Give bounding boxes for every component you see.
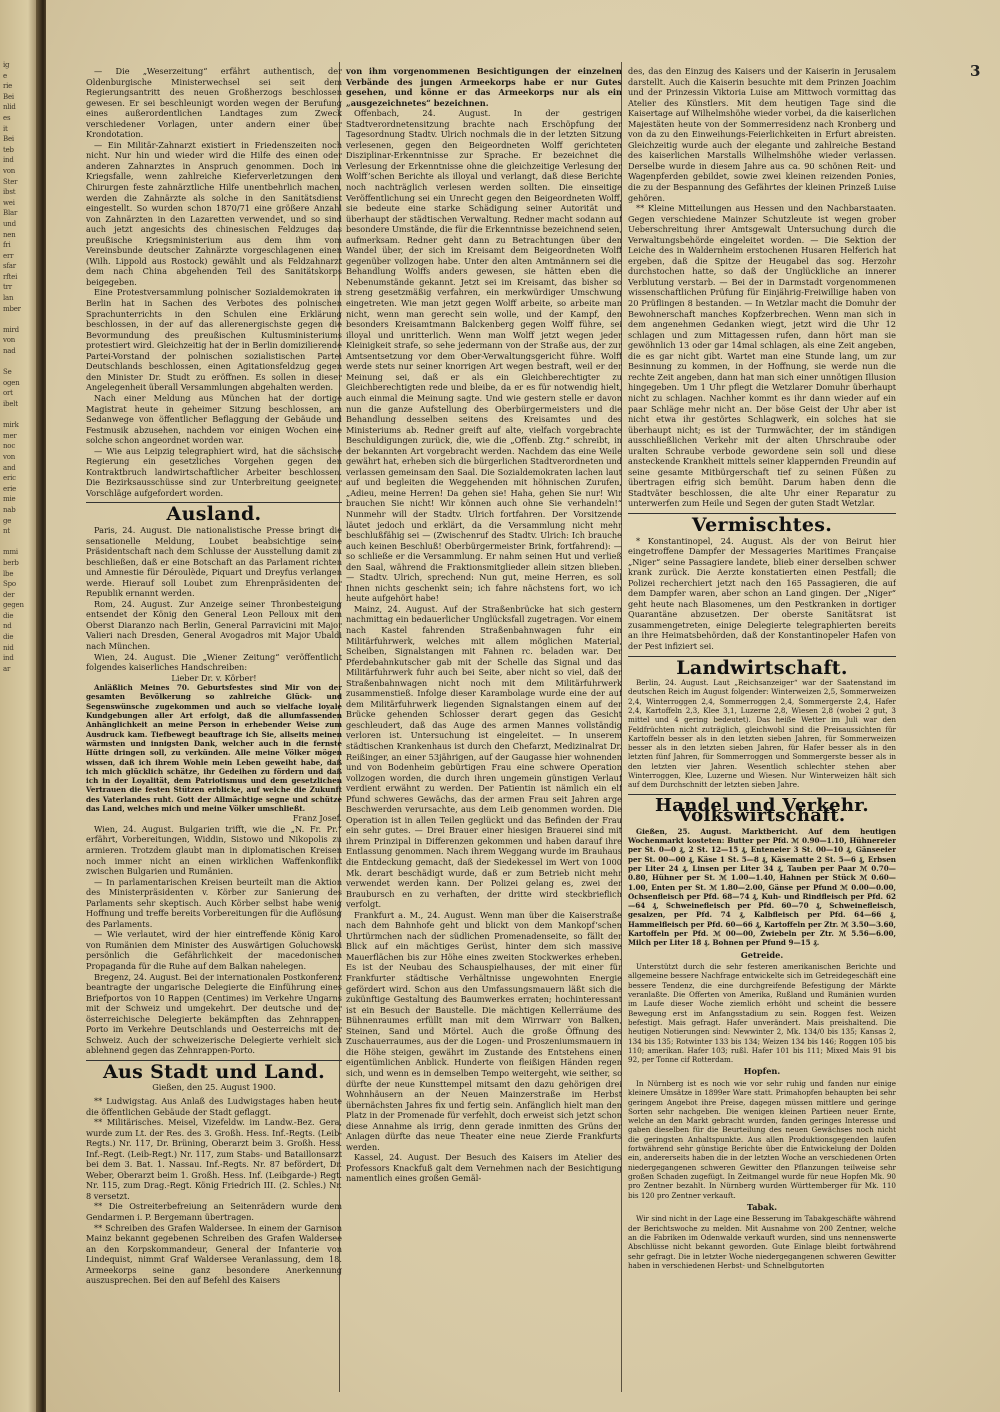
article-saatenstand: Berlin, 24. August. Laut „Reichsanzeiger“ war der Saatenstand im deutschen Reich im August folgender: Winterweizen 2,5, Sommerweizen 2,4, Winterroggen 2,4, Sommerroggen 2,4, Sommergerste 2,4, Hafer 2,4, Kartoffeln 2,3, Klee 3,1, Luzerne 2,8, Wiesen 2,8 (wobei 2 gut, 3 mittel und 4 gering bedeutet). Das heiße Wetter im Juli war den Feldfrüchten nicht zuträglich, gleichwohl sind die Preisaussichten für Kartoffeln besser als in den letzten sieben Jahren, für Sommerweizen besser als in den letzten sieben Jahren, für Hafer besser als in den letzten fünf Jahren, für Sommerroggen und Sommergerste besser als in den letzten vier Jahren. Wesentlich schlechter stehen aber Winterroggen, Klee, Luzerne und Wiesen. Nur Winterweizen hält sich auf dem Durchschnitt der letzten sieben Jahre. <box>628 678 896 790</box>
article-waldersee: ** Schreiben des Grafen Waldersee. In einem der Garnison Mainz bekannt gegebenen Schreiben des Grafen Waldersee an den Korpskommandeur, General der Infanterie von Lindequist, nimmt Graf Waldersee Veranlassung, dem 18. Armeekorps seine ganz besondere Anerkennung auszusprechen. Bei den auf Befehl des Kaisers <box>86 1222 342 1286</box>
letter-salutation: Lieber Dr. v. Körber! <box>171 672 257 683</box>
article-wien-handschreiben: Wien, 24. August. Die „Wiener Zeitung“ veröffentlicht folgendes kaiserliches Handschreiben: <box>86 651 342 673</box>
article-offenbach: Offenbach, 24. August. In der gestrigen Stadtverordnetensitzung brachte nach Erschöpfung der Tagesordnung Stadtv. Ulrich nochmals die in der letzten Sitzung verlesenen, gegen den Beigeordneten Wolff gerichteten Disziplinar-Erkenntnisse zur Sprache. Er bezeichnet die Verlesung der Erkenntnisse ohne die gleichzeitige Verlesung der Wolff’schen Berichte als illoyal und verlangt, daß diese Berichte noch nachträglich verlesen werden sollten. Die einseitige Veröffentlichung sei ein Unrecht gegen den Beigeordneten Wolff, sie bedeute eine starke Schädigung seiner Autorität und überhaupt der städtischen Verwaltung. Redner macht sodann auf besondere Umstände, die für die Erkenntnisse bezeichnend seien, aufmerksam. Redner geht dann zu Betrachtungen über den Wandel über, der sich im Kreisamt dem Beigeordneten Wolff gegenüber vollzogen habe. Unter den alten Amtmännern sei die Behandlung Wolffs anders gewesen, sie hätten eben die Nebenumstände gekannt. Jetzt sei im Kreisamt, das bisher so streng gesetzmäßig verfahren, ein merkwürdiger Umschwung eingetreten. Wie man jetzt gegen Wolff arbeite, so arbeite man nicht, wenn man gerecht sein wolle, und der Kampf, den besonders Kreisamtmann Balckenberg gegen Wolff führe, sei illoyal und unritterlich. Wenn man Wolff jetzt wegen jeder Kleinigkeit strafe, so sehe jedermann von der Straße aus, der zur Amtsentsetzung vor dem Ober-Verwaltungsgericht führe. Wolff werde stets nur seiner knorrigen Art wegen bestraft, weil er der Meinung sei, daß er als ein Gleichberechtigter zu Gleichberechtigten rede und bleibe, da er es für notwendig hielt, auch einmal die Meinung sagte. Und wie gestern stelle er davon nun die ganze Aufstellung des Oberbürgermeisters und die Behandlung desselben seitens des Kreisamtes und des Ministeriums ab. Redner greift auf alte, vielfach vorgebrachte Beschuldigungen zurück, die, wie die „Offenb. Ztg.“ schreibt, in der bekannten Art vorgebracht werden. Nachdem das eine Weile gewährt hat, erheben sich die bürgerlichen Stadtverordneten und verlassen gemeinsam den Saal. Die Sozialdemokraten lachen laut auf und begleiten die Weggehenden mit höhnischen Zurufen, „Adieu, meine Herren! Da gehen sie! Haha, gehen Sie nur! Wir brauchen Sie nicht! Wir können auch ohne Sie verhandeln!“ Nunmehr will der Stadtv. Ulrich fortfahren. Der Vorsitzende läutet jedoch und erklärt, da die Versammlung nicht mehr beschlußfähig sei — (Zwischenruf des Stadtv. Ulrich: Ich brauche auch keinen Beschluß! Oberbürgermeister Brink, fortfahrend): — so schließe er die Versammlung. Er nahm seinen Hut und verließ den Saal, während die Fraktionsmitglieder allein sitzen blieben. — Stadtv. Ulrich, sprechend: Nun gut, meine Herren, es soll Ihnen nichts geschenkt sein; ich fahre nächstens fort, wo ich heute aufgehört habe! <box>346 108 622 604</box>
article-militaerisches: ** Militärisches. Meisel, Vizefeldw. im Landw.-Bez. Gera, wurde zum Lt. der Res. des 3. Großh. Hess. Inf.-Regts. (Leib-Regts.) Nr. 117, Dr. Brüning, Oberarzt beim 3. Großh. Hess. Inf.-Regt. (Leib-Regt.) Nr. 117, zum Stabs- und Bataillonsarzt bei dem 3. Bat. 1. Nassau. Inf.-Regts. Nr. 87 befördert, Dr. Weber, Oberarzt beim 1. Großh. Hess. Inf. (Leibgarde-) Regt. Nr. 115, zum Drag.-Regt. König Friedrich III. (2. Schles.) Nr. 8 versetzt. <box>86 1117 342 1201</box>
subheading-tabak: Tabak. <box>746 1201 778 1212</box>
previous-page-text: ig e rie Bei nlid es it Bei teb ind von Ster ibst wei Blar und nen fri err sfar rftei trr lan mber mird von nad Se ogen ort ibelt mirk mer noc von and eric erie mie nab ge nt mmi berb lbe Spo der gegen die nd die nid ind ar <box>3 61 24 673</box>
previous-page-edge <box>0 0 40 1412</box>
article-ostreiterbefreiung: ** Die Ostreiterbefreiung an Seitenrädern wurde dem Gendarmen i. P. Bergemann übertragen. <box>86 1201 342 1223</box>
section-heading-stadt-und-land: Aus Stadt und Land. <box>103 1060 325 1083</box>
article-wien-bulgarien: Wien, 24. August. Bulgarien trifft, wie die „N. Fr. Pr.“ erfährt, Vorbereitungen, Widdin, Sistowo und Nikopolis zu armieren. Trotzdem glaubt man in diplomatischen Kreisen noch immer nicht an einen wirklichen Waffenkonflikt zwischen Bulgarien und Rumänien. <box>86 823 342 877</box>
subheading-hopfen: Hopfen. <box>743 1066 781 1077</box>
article-waldersee-cont: von ihm vorgenommenen Besichtigungen der einzelnen Verbände des jungen Armeekorps habe er nur Gutes gesehen, und könne er das Armeekorps nur als ein „ausgezeichnetes“ bezeichnen. <box>346 66 622 108</box>
newspaper-page <box>46 0 1000 1412</box>
article-kassel-cont: des, das den Einzug des Kaisers und der Kaiserin in Jerusalem darstellt. Auch die Kaiserin besuchte mit dem Prinzen Joachim und der Prinzessin Viktoria Luise am Mittwoch vormittag das Atelier des Künstlers. Mit dem heutigen Tage sind die Kaisertage auf Wilhelmshöhe wieder vorbei, da die kaiserlichen Majestäten heute von der Sommerresidenz nach Kronberg und von da zu den Einweihungs-Feierlichkeiten in Erfurt abreisten. Gleichzeitig wurde auch der elegante und zahlreiche Bestand des kaiserlichen Marstalls Wilhelmshöhe wieder verlassen. Derselbe wurde in diesem Jahre aus ca. 90 schönen Reit- und Wagenpferden gebildet, sowie zwei kleinen reizenden Ponies, die zu der Bespannung des Gefährtes der kleinen Prinzeß Luise gehören. <box>628 66 896 203</box>
section-heading-landwirtschaft: Landwirtschaft. <box>676 656 848 679</box>
column-3 <box>624 66 896 1386</box>
article-leipzig: — Wie aus Leipzig telegraphiert wird, hat die sächsische Regierung ein gesetzliches Vorgehen gegen den Kontraktbruch landwirtschaftlicher Arbeiter beschlossen. Die Bezirksausschüsse sind zur Unterbreitung geeigneter Vorschläge aufgefordert worden. <box>86 445 342 498</box>
section-heading-handel: Handel und Verkehr. Volkswirtschaft. <box>655 794 869 827</box>
article-parlament: — In parlamentarischen Kreisen beurteilt man die Aktion des Ministerpräsidenten v. Körber zur Sanierung des Parlaments sehr skeptisch. Auch Körber selbst habe wenig Hoffnung und treffe bereits Vorbereitungen für die Auflösung des Parlaments. <box>86 876 342 929</box>
article-kassel: Kassel, 24. August. Der Besuch des Kaisers im Atelier des Professors Knackfuß galt dem Vernehmen nach der Besichtigung namentlich eines großen Gemäl- <box>346 1152 622 1184</box>
article-tabak: Wir sind nicht in der Lage eine Besserung im Tabakgeschäfte während der Berichtswoche zu melden. Mit Ausnahme von 200 Zentner, welche an die Fabriken im Odenwalde verkauft wurden, sind uns nennenswerte Abschlüsse nicht bekannt geworden. Gute Einlage bleibt fortwährend sehr gefragt. Die in letzter Woche niedergegangenen schweren Gewitter haben in verschiedenen Herbst- und Schnelbgutorten <box>628 1214 896 1270</box>
article-militaer-zahnarzt: — Ein Militär-Zahnarzt existiert in Friedenszeiten noch nicht. Nur hin und wieder wird die Hilfe des einen oder anderen Zahnarztes in Anspruch genommen. Doch im Kriegsfalle, wenn zahlreiche Kieferverletzungen dem Chirurgen feste zahnärztliche Hilfe unentbehrlich machen, werden die Zahnärzte als solche in den Sanitätsdienst eingestellt. So wurden schon 1870/71 eine größere Anzahl von Zahnärzten in den Lazaretten verwendet, und so sind auch jetzt angesichts des chinesischen Feldzuges das preußische Kriegsministerium aus dem ihm vom Vereinsbunde deutscher Zahnärzte vorgeschlagenen einen (Wilh. Lippold aus Rostock) gewählt und als Feldzahnarzt dem nach China abgehenden Teil des Sanitätskorps beigegeben. <box>86 139 342 287</box>
article-paris: Paris, 24. August. Die nationalistische Presse bringt die sensationelle Meldung, Loubet beabsichtige seine Präsidentschaft nach dem Schlusse der Ausstellung damit zu beschließen, daß er eine Botschaft an das Parlament richten und Amnestie für Déroulède, Piquart und Dreyfus verlangen werde. Hierauf soll Loubet zum Ehrenpräsidenten der Republik ernannt werden. <box>86 524 342 599</box>
article-muenchen: Nach einer Meldung aus München hat der dortige Magistrat heute in geheimer Sitzung beschlossen, am Sedanwege von öffentlicher Beflaggung der Gebäude und Festmusik abzusehen, nachdem vor einigen Wochen eine solche schon angeordnet worden war. <box>86 392 342 446</box>
article-konstantinopel: * Konstantinopel, 24. August. Als der von Beirut hier eingetroffene Dampfer der Messageries Maritimes Française „Niger“ seine Passagiere landete, blieb einer derselben schwer krank zurück. Die Aerzte konstatierten einen Pestfall; die Polizei recherchiert jetzt nach den 165 Passagieren, die auf dem Dampfer waren, aber schon an Land gingen. Der „Niger“ geht heute nach Blasomenes, um den Pestkranken in dortiger Quarantäne abzusetzen. Der oberste Sanitätsrat ist zusammengetreten, einige Delegierte telegraphierten bereits an ihre Heimatsbehörden, daß der Konstantinopeler Hafen von der Pest infiziert sei. <box>628 535 896 651</box>
article-ludwigstag: ** Ludwigstag. Aus Anlaß des Ludwigstages haben heute die öffentlichen Gebäude der Stadt geflaggt. <box>86 1096 342 1117</box>
article-weserzeitung: — Die „Weserzeitung“ erfährt authentisch, der Oldenburgische Ministerwechsel sei seit dem Regierungsantritt des neuen Großherzogs beschlossen gewesen. Er sei beschleunigt worden wegen der Berufung eines außerordentlichen Landtages zum Zweck verschiedener Vorlagen, unter andern einer über Krondotation. <box>86 66 342 140</box>
letter-signature: Franz Josef. <box>292 813 342 824</box>
column-1 <box>86 66 342 1386</box>
section-heading-ausland: Ausland. <box>166 503 262 526</box>
letter-body: Anläßlich Meines 70. Geburtsfestes sind Mir von der gesamten Bevölkerung so zahlreiche Glück- und Segenswünsche zugekommen und auch so vielfache loyale Kundgebungen aller Art erfolgt, daß die allumfassenden Anhänglichkeit an meine Person in erhebender Weise zum Ausdruck kam. Tiefbewegt beauftrage ich Sie, allseits meinen wärmsten und innigsten Dank, welcher auch in die fernste Hütte dringen soll, zu verkünden. Alle meine Völker mögen wissen, daß ich ihrem Wohle mein Leben geweiht habe, daß ich mich glücklich schätze, ihr Gedeihen zu fördern und daß ich in der Loyalität, dem Patriotismus und dem gesetzlichen Vertrauen die festen Stützen erblicke, auf welche die Zukunft des Vaterlandes ruht. Gott der Allmächtige segne und schütze das Land, welches mich und meine Völker umschließt. <box>86 683 342 814</box>
article-getreide: Unterstützt durch die sehr festeren amerikanischen Berichte und allgemeine bessere Nachfrage entwickelte sich im Getreidegeschäft eine bessere Tendenz, die eine durchgreifende Befestigung der Märkte veranlaßte. Die Offerten von Amerika, Rußland und Rumänien wurden im Laufe dieser Woche ziemlich erhöht und scheint die bessere Bewegung erst im Anfangsstadium zu sein. Roggen fest. Weizen befestigt. Mais gefragt. Hafer unverändert. Mais preishaltend. Die heutigen Notierungen sind: Newwinter 2, Mk. 134/0 bis 135; Kansas 2, 134 bis 135; Rotwinter 133 bis 134; Weizen 134 bis 146; Roggen 105 bis 110; amerikan. Hafer 103; rußl. Hafer 101 bis 111; Mixed Mais 91 bis 92, per Tonne cif Rotterdam. <box>628 962 896 1065</box>
dateline: Gießen, den 25. August 1900. <box>152 1082 276 1093</box>
article-kleine-mitteilungen: ** Kleine Mitteilungen aus Hessen und den Nachbarstaaten. Gegen verschiedene Mainzer Schutzleute ist wegen grober Ueberschreitung ihrer Amtsgewalt Untersuchung durch die Verwaltungsbehörde eingeleitet worden. — Die Sektion der Leiche des in Waldernheim erstochenen Husaren Helferich hat ergeben, daß die Spitze der Heugabel das sog. Herzohr durchstochen hatte, so daß der Unglückliche an innerer Verblutung verstarb. — Bei der in Darmstadt vorgenommenen wissenschaftlichen Prüfung für Einjährig-Freiwillige haben von 20 Prüflingen 8 bestanden. — In Wetzlar macht die Domuhr der Bewohnerschaft manches Kopfzerbrechen. Wenn man sich in dem angenehmen Gedanken wiegt, jetzt wird die Uhr 12 schlagen und zum Mittagessen rufen, dann hört man sie gewöhnlich 13 oder gar 14mal schlagen, als eine Zeit angeben, die es gar nicht gibt. Wartet man eine Stunde lang, um zur Besinnung zu kommen, in der Hoffnung, sie werde nun die rechte Zeit angeben, dann hat man sich einer unnötigen Illusion hingegeben. Um 1 Uhr pflegt die Wetzlarer Domuhr überhaupt nicht zu schlagen. Nachher kommt es ihr dann wieder auf ein paar Schläge mehr nicht an. Der böse Geist der Uhr aber ist nicht etwa ihr gestörtes Schlagwerk, ein solches hat sie überhaupt nicht; es ist der Turmwächter, der im ständigen ausschließlichen Verkehr mit der alten Uhrschraube oder uralten Schraube verbode gewordene sein soll und diese ansteckende Krankheit mittels seiner klappernden Freundin auf seine gesamte Mitbürgerschaft tief zu seinen Füßen zu übertragen eifrig sich bemüht. Darum haben denn die Stadtväter beschlossen, die alte Uhr einer Reparatur zu unterwerfen zum Heile und Segen der guten Stadt Wetzlar. <box>628 203 896 509</box>
article-rom: Rom, 24. August. Zur Anzeige seiner Thronbesteigung entsendet der König den General Leon Pelloux mit dem Oberst Diaranzo nach Berlin, General Parravicini mit Major Valieri nach Dresden, General Avogadros mit Major Ubaldi nach München. <box>86 598 342 651</box>
article-marktbericht: Gießen, 25. August. Marktbericht. Auf dem heutigen Wochenmarkt kosteten: Butter per Pfd. ℳ 0.90—1.10, Hühnereier per St. 0—0 ₰, 2 St. 12—15 ₰, Enteneier 3 St. 00—10 ₰, Gänseeier per St. 00—00 ₰, Käse 1 St. 5—8 ₰, Käsematte 2 St. 5—6 ₰, Erbsen per Liter 24 ₰, Linsen per Liter 34 ₰, Tauben per Paar ℳ 0.70—0.80, Hühner per St. ℳ 1.00—1.40, Hahnen per Stück ℳ 0.60—1.00, Enten per St. ℳ 1.80—2.00, Gänse per Pfund ℳ 0.00—0.00, Ochsenfleisch per Pfd. 68—74 ₰, Kuh- und Rindfleisch per Pfd. 62—64 ₰, Schweinefleisch per Pfd. 60—70 ₰, Schweinefleisch, gesalzen, per Pfd. 74 ₰, Kalbfleisch per Pfd. 64—66 ₰, Hammelfleisch per Pfd. 60—66 ₰, Kartoffeln per Ztr. ℳ 3.50—3.60, Kartoffeln per Pfd. ℳ 00—00, Zwiebeln per Ztr. ℳ 5.56—6.00, Milch per Liter 18 ₰. Bohnen per Pfund 9—15 ₰. <box>628 826 896 948</box>
article-koenig-karol: — Wie verlautet, wird der hier eintreffende König Karol von Rumänien dem Minister des Auswärtigen Goluchowski persönlich die Gefährlichkeit der macedonischen Propaganda für die Ruhe auf dem Balkan nahelegen. <box>86 929 342 971</box>
subheading-getreide: Getreide. <box>740 949 784 960</box>
article-protestversammlung: Eine Protestversammlung polnischer Sozialdemokraten in Berlin hat in Sachen des Verbotes des polnischen Sprachunterrichts in den Schulen eine Erklärung beschlossen, in der auf das allerenergischste gegen die Bevormundung des preußischen Kultusministeriums protestiert wird. Gleichzeitig hat der in Berlin domizilierende Partei-Vorstand der polnischen sozialistischen Partei Deutschlands beschlossen, einen Agitationsfeldzug gegen den Minister Dr. Studt zu eröffnen. Es sollen in dieser Angelegenheit überall Versammlungen abgehalten werden. <box>86 287 342 393</box>
article-mainz: Mainz, 24. August. Auf der Straßenbrücke hat sich gestern nachmittag ein bedauerlicher Unglücksfall zugetragen. Vor einem nach Kastel fahrenden Straßenbahnwagen fuhr ein Militärfuhrwerk, welches mit allem möglichen Material, Scheiben, Signalstangen mit Fahnen rc. beladen war. Der Pferdebahnkutscher gab mit der Schelle das Signal und das Militärfuhrwerk fuhr auch bei Seite, aber nicht so viel, daß der Straßenbahnwagen nicht noch mit dem Militärfuhrwerk zusammenstieß. Infolge dieser Karambolage wurde eine der auf dem Militärfuhrwerk liegenden Signalstangen einem auf der Brücke gehenden Schlosser derart gegen das Gesicht geschleudert, daß das Auge des armen Mannes vollständig verloren ist. Untersuchung ist eingeleitet. — In unserem städtischen Krankenhaus ist durch den Chefarzt, Medizinalrat Dr. Reißinger, an einer 53jährigen, auf der Gaugasse hier wohnenden und von Bodenheim gebürtigen Frau eine schwere Operation vollzogen worden, die durch ihren ungemein günstigen Verlauf verdient erwähnt zu werden. Der Patientin ist nämlich ein elf Pfund schweres Gewächs, das der armen Frau seit Jahren arge Beschwerden verursachte, aus dem Leib genommen worden. Die Operation ist in allen Teilen geglückt und das Befinden der Frau ein sehr gutes. — Drei Brauer einer hiesigen Brauerei sind mit ihrem Prinzipal in Differenzen gekommen und haben darauf ihre Entlassung genommen. Nach ihrem Weggang wurde im Brauhaus die Entdeckung gemacht, daß der Siedekessel im Wert von 1000 Mk. derart beschädigt wurde, daß er zum Betrieb nicht mehr verwendet werden kann. Der Polizei gelang es, zwei der Braubursch en zu verhaften, der dritte wird steckbrieflich verfolgt. <box>346 603 622 910</box>
article-bregenz: Bregenz, 24. August. Bei der internationalen Postkonferenz beantragte der ungarische Delegierte die Einführung eines Briefportos von 10 Rappen (Centimes) im Verkehre Ungarns mit der Schweiz und umgekehrt. Der deutsche und der österreichische Delegierte bekämpften das Zehnrappen-Porto im Verkehre Deutschlands und Oesterreichs mit der Schweiz. Auch der schweizerische Delegierte verhielt sich ablehnend gegen das Zehnrappen-Porto. <box>86 971 342 1056</box>
article-hopfen: In Nürnberg ist es noch wie vor sehr ruhig und fanden nur einige kleinere Umsätze in 1899er Ware statt. Primahopfen behaupten bei sehr geringem Angebot ihre Preise, dagegen müssen mittlere und geringe Sorten sehr nachgeben. Die wenigen kleinen Partieen neuer Ernte, welche an den Markt gebracht wurden, fanden geringes Interesse und gaben dieselben für die Beurteilung des neuen Gewächses noch nicht die geringsten Anhaltspunkte. Aus allen Produktionsgegenden laufen fortwährend sehr günstige Berichte über die Entwickelung der Dolden ein, andererseits haben die in der letzten Woche an verschiedenen Orten niedergegangenen schweren Gewitter den Pflanzungen teilweise sehr großen Schaden zugefügt. In Zeitmangel wurde für neue Hopfen Mk. 90 pro Zentner bezahlt. In Nürnberg wurden Württemberger für Mk. 110 bis 120 pro Zentner verkauft. <box>628 1078 896 1200</box>
section-heading-vermischtes: Vermischtes. <box>691 513 833 536</box>
article-frankfurt: Frankfurt a. M., 24. August. Wenn man über die Kaiserstraße nach dem Bahnhofe geht und blickt von dem Mankopf’schen Uhrtürmchen nach der südlichen Promenadenseite, so fällt der Blick auf ein mächtiges Gerüst, hinter dem sich massive Mauerflächen bis zur Höhe eines zweiten Stockwerkes erheben. Es ist der Neubau des Schauspielhauses, der mit einer für Frankfurter städtische Verhältnisse ungewohnten Energie gefördert wird. Schon aus den Umfassungsmauern läßt sich die zukünftige Gestaltung des Baumwerkes erraten; hochinteressant ist ein Besuch der Baustelle. Die mächtigen Kellerräume des Bühnenraumes erfüllt man mit dem Wirrwarr von Balken, Steinen, Sand und Mörtel. Auch die große Öffnung des Zuschauerraumes, aus der die Logen- und Proszeniumsmauern in die Höhe steigen, gewährt im Zustande des Entstehens einen eigentümlichen Anblick. Hunderte von fleißigen Händen regen sich, und wenn es in demselben Tempo weitergeht, wie seither, so dürfte der neue Kunsttempel mitsamt den dazu gehörigen drei Wohnhäusern an der Neuen Mainzerstraße im Herbst übernächsten Jahres fix und fertig sein. Anfänglich hielt man den Platz in der Promenade für verfehlt, doch erweist sich jetzt schon diese Annahme als irrig, denn gerade inmitten des Grüns der Anlagen dürfte das neue Theater eine neue Zierde Frankfurts werden. <box>346 909 622 1152</box>
page-number: 3 <box>970 62 981 80</box>
column-2 <box>342 66 622 1386</box>
